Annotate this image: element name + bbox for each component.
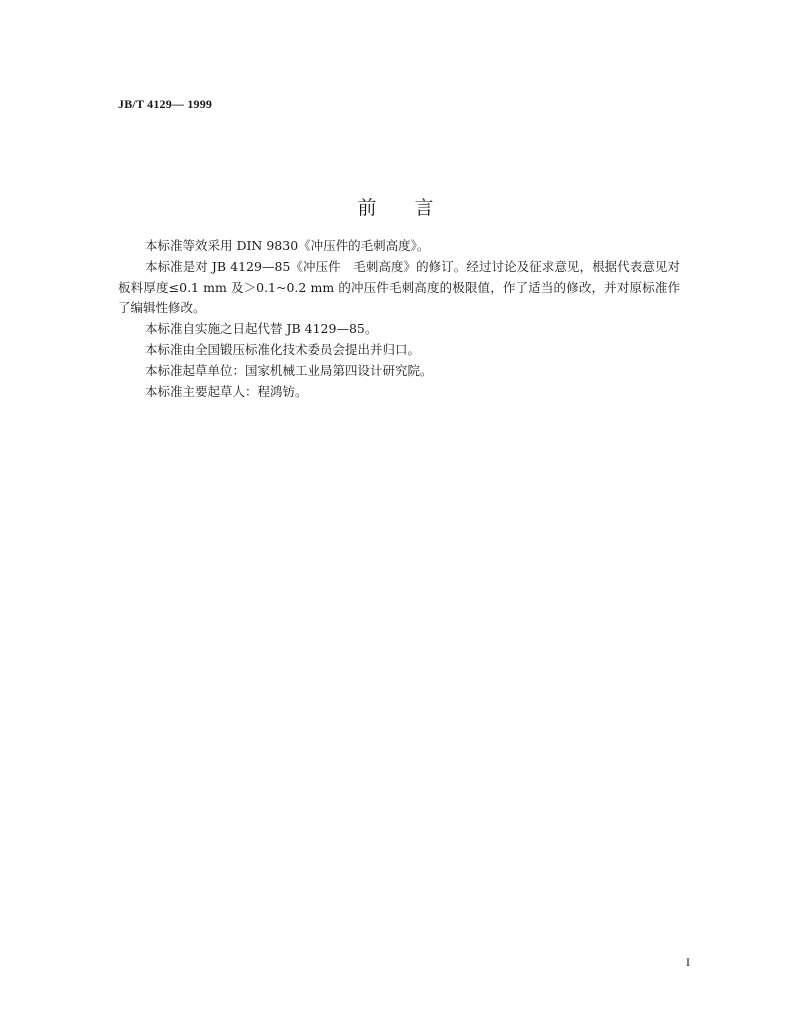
standard-code: JB/T 4129— 1999 [118,97,213,111]
foreword-body [118,236,680,402]
page-title: 前言 [357,197,472,219]
paragraph-drafter: 本标准主要起草人：程鸿钫。 [145,383,308,399]
paragraph-replacement: 本标准自实施之日起代替 JB 4129—85。 [145,321,378,337]
paragraph-drafting-unit: 本标准起草单位：国家机械工业局第四设计研究院。 [145,362,433,378]
paragraph-revision: 本标准是对 JB 4129—85《冲压件 毛刺高度》的修订。经过讨论及征求意见，根据代表意见对板料厚度≤0.1 mm 及＞0.1~0.2 mm 的冲压件毛刺高度的极限值，作了适当的修改，并对原标准作了编辑性修改。 [118,258,680,316]
page-number: I [686,955,690,969]
paragraph-committee: 本标准由全国锻压标准化技术委员会提出并归口。 [145,341,421,357]
paragraph-equivalence: 本标准等效采用 DIN 9830《冲压件的毛刺高度》。 [145,238,430,253]
